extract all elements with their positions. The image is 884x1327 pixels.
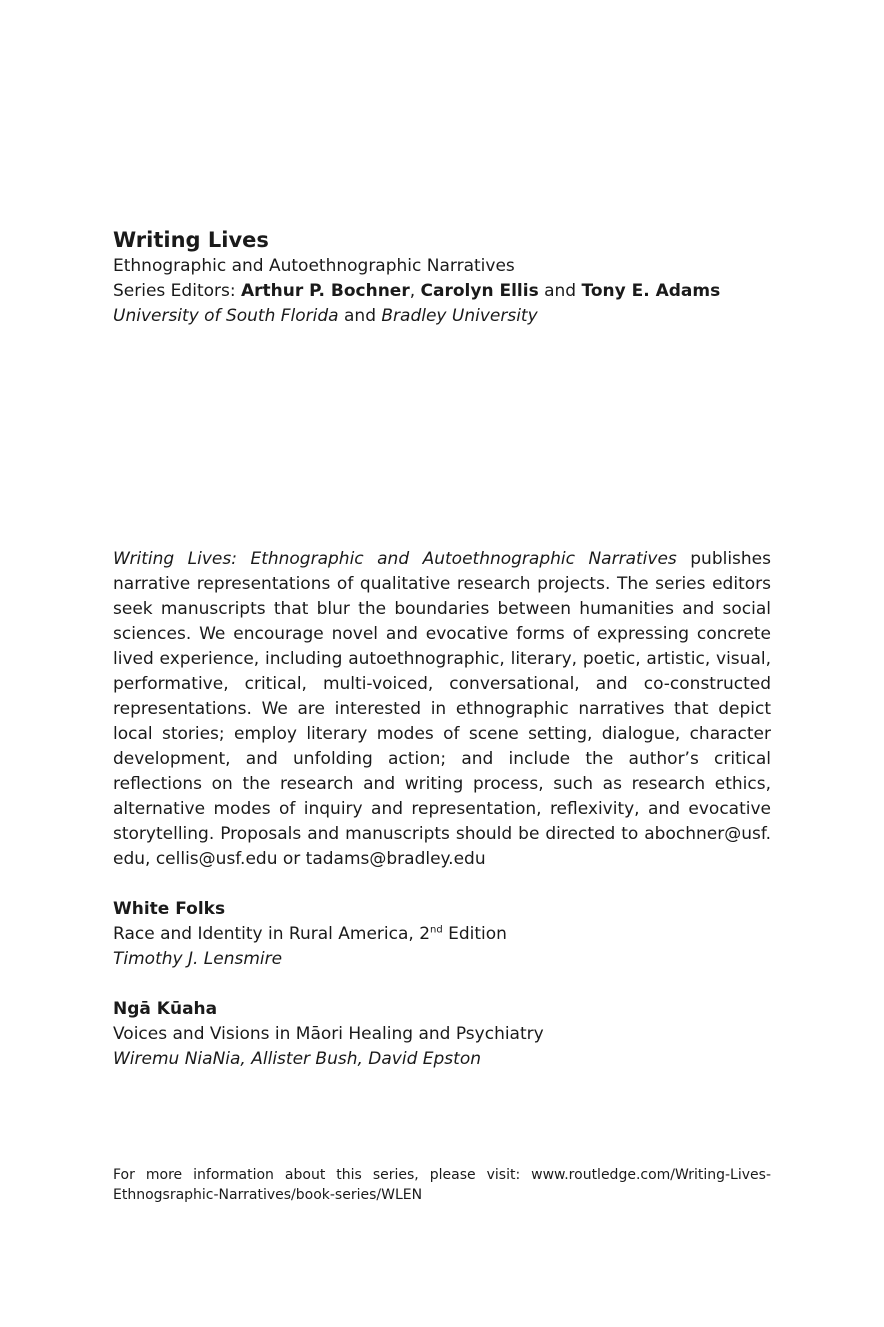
book-title: White Folks <box>113 899 226 919</box>
series-header <box>113 226 771 329</box>
description-series-title: Writing Lives: Ethnographic and Autoethnographic Narratives <box>113 549 677 569</box>
book-entry <box>113 897 771 972</box>
series-universities: University of South Florida and Bradley University <box>113 306 538 326</box>
series-description <box>113 547 771 872</box>
book-title: Ngā Kūaha <box>113 999 218 1019</box>
editor-name: Arthur P. Bochner <box>240 281 410 301</box>
series-title: Writing Lives <box>113 228 269 252</box>
series-info-footer: For more information about this series, please visit: www.routledge.com/Writing-Lives-Ethnogsraphic-Narratives/book-series/WLEN <box>113 1167 771 1203</box>
university-name: University of South Florida <box>113 306 339 326</box>
series-subtitle: Ethnographic and Autoethnographic Narratives <box>113 256 515 276</box>
editors-prefix: Series Editors: <box>113 281 241 301</box>
book-subtitle: Voices and Visions in Māori Healing and Psychiatry <box>113 1024 544 1044</box>
book-authors: Timothy J. Lensmire <box>113 949 283 969</box>
description-body: publishes narrative representations of qualitative research projects. The series editors seek manuscripts that blur the boundaries between humanities and social sciences. We encourage novel and evocative forms of expressing concrete lived experience, including autoethnographic, literary, poetic, artistic, visual, performative, critical, multi-voiced, conversational, and co-constructed representations. We are interested in ethnographic narratives that depict local stories; employ literary modes of scene setting, dialogue, character development, and unfolding action; and include the author’s critical reflections on the research and writing process, such as research ethics, alternative modes of inquiry and representation, reflexivity, and evocative storytelling. Proposals and manuscripts should be directed to abochner@usf. edu, cellis@usf.edu or tadams@bradley.edu <box>113 549 772 869</box>
university-name: Bradley University <box>381 306 538 326</box>
series-editors: Series Editors: Arthur P. Bochner, Carolyn Ellis and Tony E. Adams <box>113 281 721 301</box>
edition-superscript: nd <box>430 924 443 936</box>
book-subtitle: Race and Identity in Rural America, 2nd Edition <box>113 924 507 944</box>
book-entry <box>113 997 771 1072</box>
book-authors: Wiremu NiaNia, Allister Bush, David Epston <box>113 1049 482 1069</box>
editor-name: Carolyn Ellis <box>420 281 539 301</box>
editor-name: Tony E. Adams <box>581 281 721 301</box>
